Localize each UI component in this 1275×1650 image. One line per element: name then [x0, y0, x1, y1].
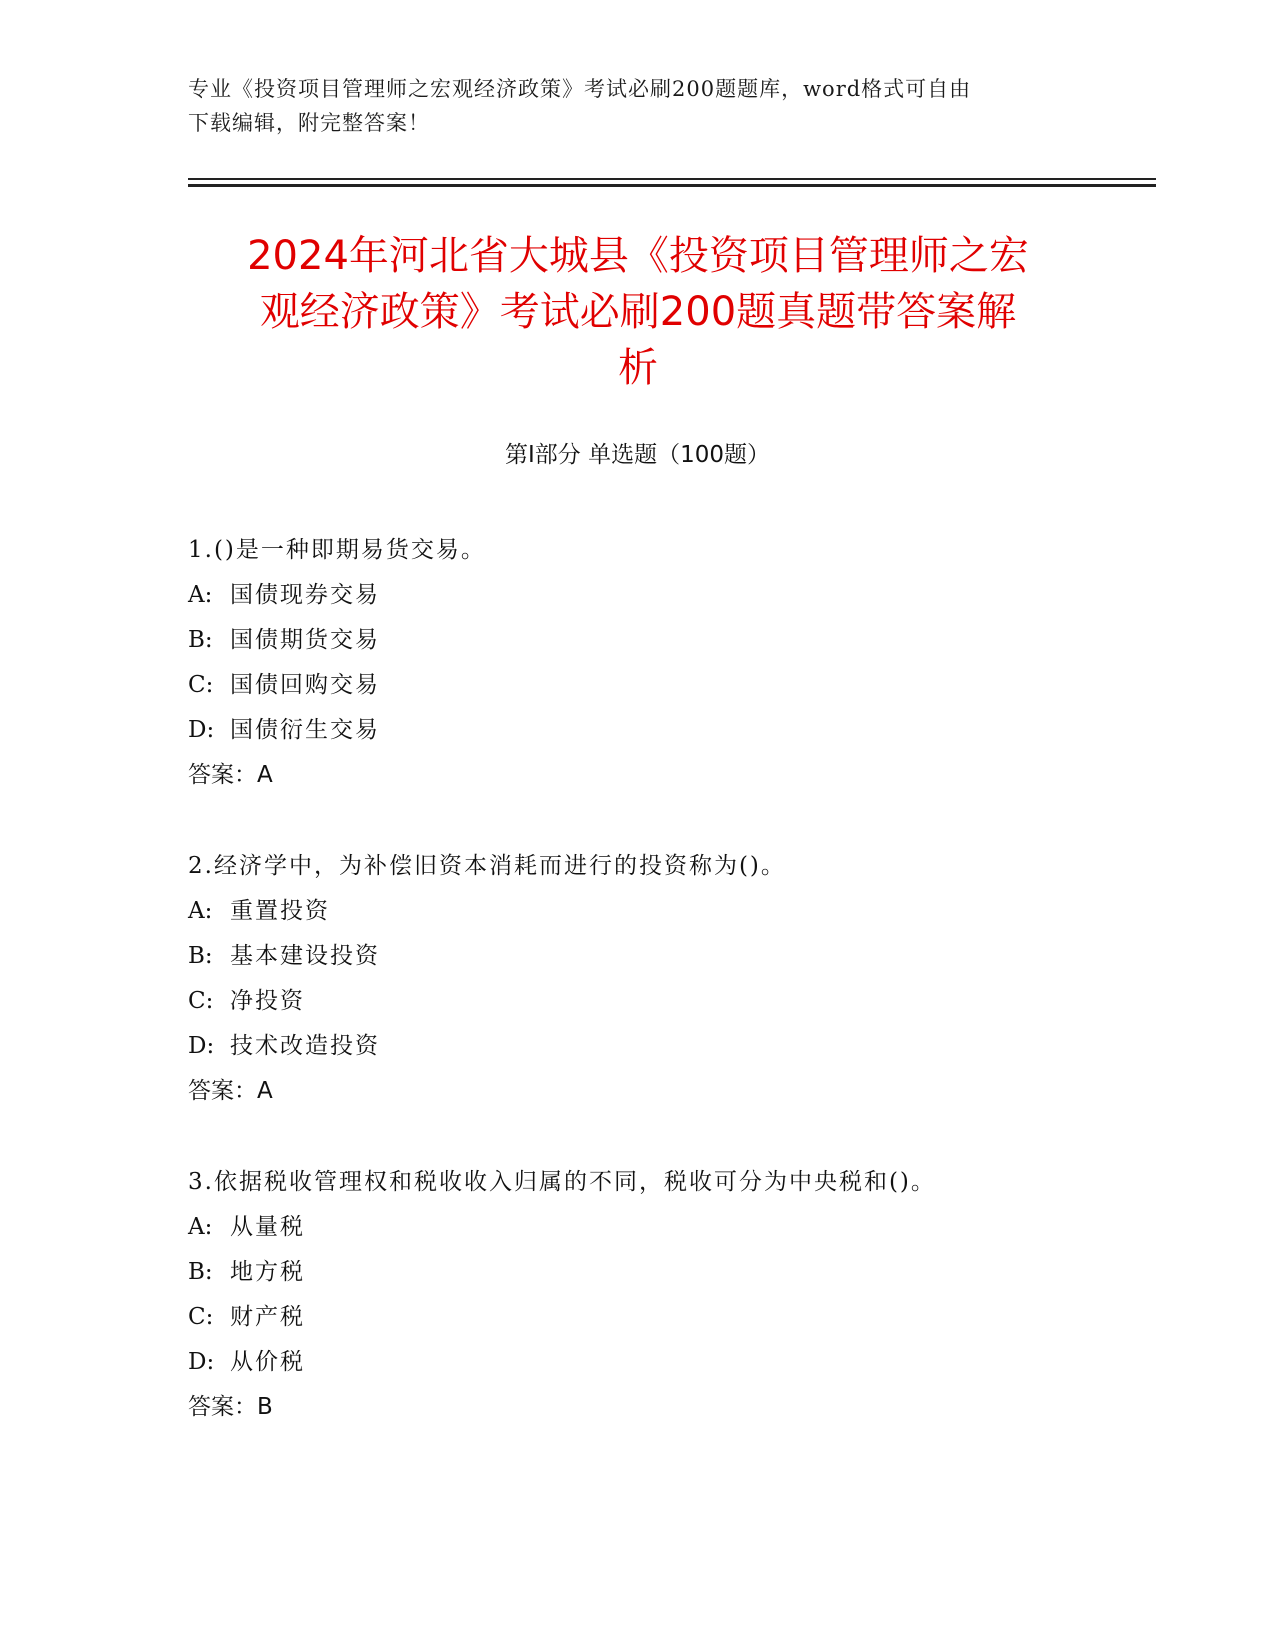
option-c: [188, 1295, 1148, 1340]
option-text: 财产税: [230, 1304, 305, 1330]
option-a: [188, 573, 1148, 618]
option-d: [188, 1340, 1148, 1385]
option-key: C:: [188, 672, 214, 698]
option-text: 国债期货交易: [230, 627, 380, 653]
document-title-line-2: 观经济政策》考试必刷200题真题带答案解: [259, 289, 1017, 335]
option-c: [188, 979, 1148, 1024]
option-a: [188, 1205, 1148, 1250]
document-title-line-1: 2024年河北省大城县《投资项目管理师之宏: [247, 233, 1029, 279]
option-b: [188, 1250, 1148, 1295]
answer-line: 答案：A: [188, 762, 273, 788]
header-note-line-1: 专业《投资项目管理师之宏观经济政策》考试必刷200题题库，word格式可自由: [188, 77, 972, 101]
option-key: D:: [188, 1349, 215, 1375]
document-title: [178, 228, 1098, 396]
option-text: 净投资: [230, 988, 305, 1014]
option-text: 地方税: [230, 1259, 305, 1285]
option-b: [188, 934, 1148, 979]
option-key: A:: [188, 582, 213, 608]
option-text: 国债衍生交易: [230, 717, 380, 743]
option-d: [188, 708, 1148, 753]
option-text: 从价税: [230, 1349, 305, 1375]
option-text: 国债现券交易: [230, 582, 380, 608]
option-key: D:: [188, 717, 215, 743]
header-divider-thin: [188, 178, 1156, 180]
option-key: D:: [188, 1033, 215, 1059]
option-key: B:: [188, 627, 213, 653]
option-key: B:: [188, 1259, 213, 1285]
question-stem: 3.依据税收管理权和税收收入归属的不同，税收可分为中央税和()。: [188, 1169, 936, 1195]
option-text: 国债回购交易: [230, 672, 380, 698]
option-text: 基本建设投资: [230, 943, 380, 969]
option-a: [188, 889, 1148, 934]
answer-line: 答案：B: [188, 1394, 273, 1420]
question-item: [188, 1160, 1148, 1430]
question-stem: 1.()是一种即期易货交易。: [188, 537, 486, 563]
question-item: [188, 528, 1148, 798]
option-b: [188, 618, 1148, 663]
option-key: A:: [188, 1214, 213, 1240]
option-text: 重置投资: [230, 898, 330, 924]
option-key: B:: [188, 943, 213, 969]
section-heading: 第Ⅰ部分 单选题（100题）: [505, 442, 770, 468]
question-list: [188, 528, 1148, 1476]
option-key: C:: [188, 988, 214, 1014]
answer-line: 答案：A: [188, 1078, 273, 1104]
option-text: 从量税: [230, 1214, 305, 1240]
option-d: [188, 1024, 1148, 1069]
option-key: C:: [188, 1304, 214, 1330]
header-note-line-2: 下载编辑，附完整答案！: [188, 111, 430, 135]
question-item: [188, 844, 1148, 1114]
option-c: [188, 663, 1148, 708]
header-note: [188, 72, 1088, 140]
option-key: A:: [188, 898, 213, 924]
option-text: 技术改造投资: [230, 1033, 380, 1059]
document-title-line-3: 析: [618, 345, 658, 391]
question-stem: 2.经济学中，为补偿旧资本消耗而进行的投资称为()。: [188, 853, 786, 879]
header-divider-thick: [188, 184, 1156, 187]
